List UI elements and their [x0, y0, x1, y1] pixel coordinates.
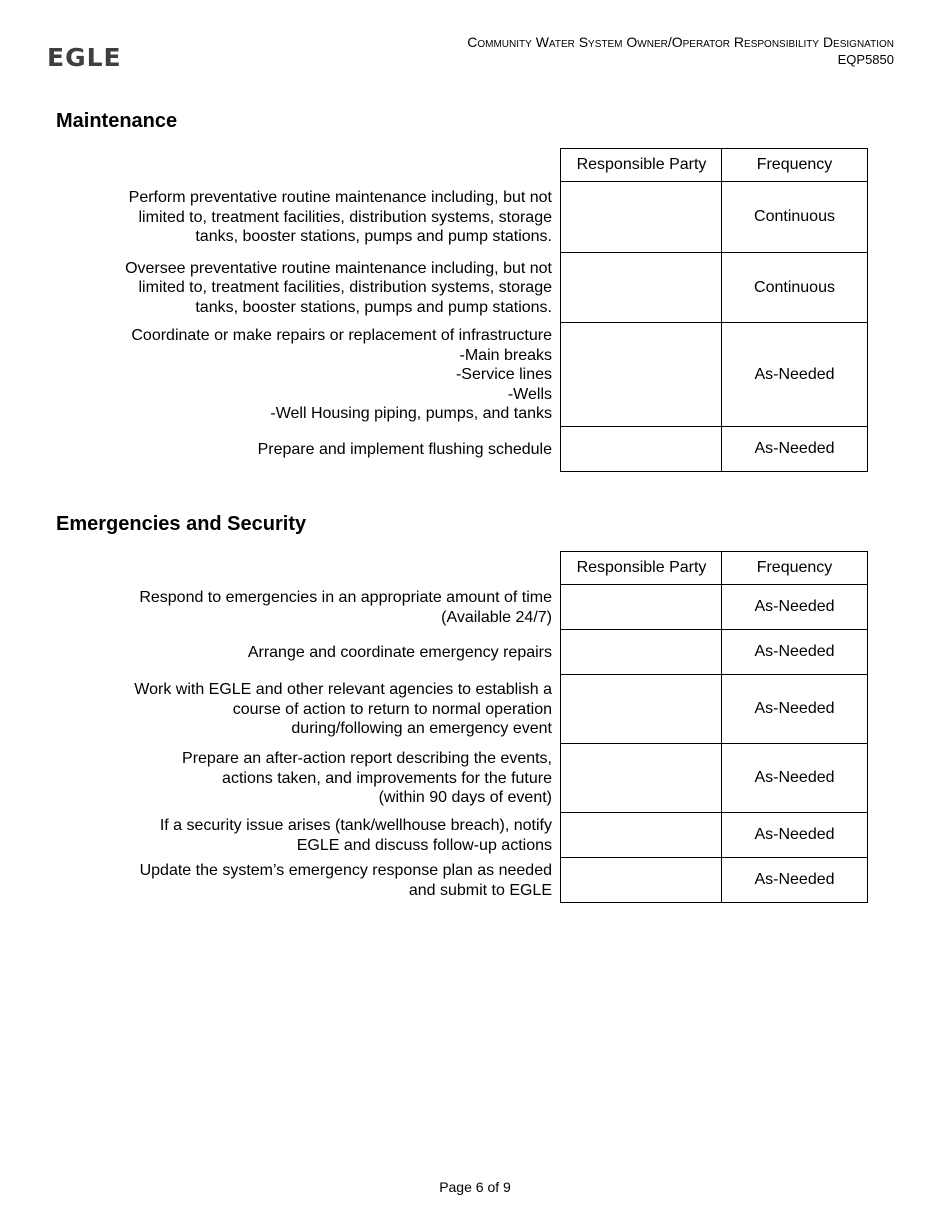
table-row [0, 427, 950, 472]
responsible-party-field[interactable] [560, 744, 722, 813]
frequency-value: As-Needed [721, 813, 868, 858]
table-row [0, 182, 950, 253]
responsible-party-field[interactable] [560, 675, 722, 744]
frequency-value: Continuous [721, 253, 868, 323]
responsible-party-field[interactable] [560, 630, 722, 675]
task-description: Arrange and coordinate emergency repairs [247, 643, 552, 661]
table-row [0, 253, 950, 323]
frequency-value: As-Needed [721, 675, 868, 744]
task-description: Work with EGLE and other relevant agencies to establish a course of action to return to normal operation during/following an emergency event [134, 681, 552, 738]
section-title-maintenance: Maintenance [56, 110, 178, 132]
responsible-party-field[interactable] [560, 323, 722, 427]
frequency-value: Continuous [721, 182, 868, 253]
table-row [0, 630, 950, 675]
table-row [0, 323, 950, 427]
egle-logo: EGLE [47, 43, 122, 72]
task-description: Perform preventative routine maintenance including, but not limited to, treatment facilities, distribution systems, storage tanks, booster stations, pumps and pump stations. [128, 189, 552, 246]
task-description: Respond to emergencies in an appropriate amount of time (Available 24/7) [139, 589, 552, 626]
table-row [0, 858, 950, 903]
maintenance-table [0, 148, 950, 472]
frequency-value: As-Needed [721, 323, 868, 427]
frequency-value: As-Needed [721, 858, 868, 903]
task-description: Oversee preventative routine maintenance including, but not limited to, treatment facilities, distribution systems, storage tanks, booster stations, pumps and pump stations. [125, 259, 552, 316]
frequency-value: As-Needed [721, 585, 868, 630]
responsible-party-field[interactable] [560, 858, 722, 903]
table-row [0, 675, 950, 744]
column-header-responsible-party: Responsible Party [560, 148, 722, 182]
task-description: If a security issue arises (tank/wellhouse breach), notify EGLE and discuss follow-up actions [159, 817, 552, 854]
responsible-party-field[interactable] [560, 813, 722, 858]
table-row [0, 744, 950, 813]
responsible-party-field[interactable] [560, 585, 722, 630]
table-row [0, 813, 950, 858]
table-row [0, 585, 950, 630]
task-description: Prepare an after-action report describing the events, actions taken, and improvements for the future (within 90 days of event) [182, 750, 552, 807]
column-header-frequency: Frequency [721, 148, 868, 182]
frequency-value: As-Needed [721, 630, 868, 675]
page-header [467, 34, 894, 68]
table-header-row [0, 148, 950, 182]
table-header-row [0, 551, 950, 585]
form-number: EQP5850 [837, 52, 894, 67]
frequency-value: As-Needed [721, 744, 868, 813]
task-description: Coordinate or make repairs or replacement of infrastructure -Main breaks -Service lines -Wells -Well Housing piping, pumps, and tanks [131, 327, 552, 423]
responsible-party-field[interactable] [560, 427, 722, 472]
page-number: Page 6 of 9 [439, 1179, 511, 1195]
responsible-party-field[interactable] [560, 253, 722, 323]
column-header-responsible-party: Responsible Party [560, 551, 722, 585]
section-title-emergencies: Emergencies and Security [56, 513, 307, 535]
task-description: Prepare and implement flushing schedule [257, 440, 552, 458]
column-header-frequency: Frequency [721, 551, 868, 585]
form-title: Community Water System Owner/Operator Responsibility Designation [467, 34, 894, 50]
responsible-party-field[interactable] [560, 182, 722, 253]
emergencies-table [0, 551, 950, 903]
task-description: Update the system’s emergency response plan as needed and submit to EGLE [139, 862, 552, 899]
frequency-value: As-Needed [721, 427, 868, 472]
